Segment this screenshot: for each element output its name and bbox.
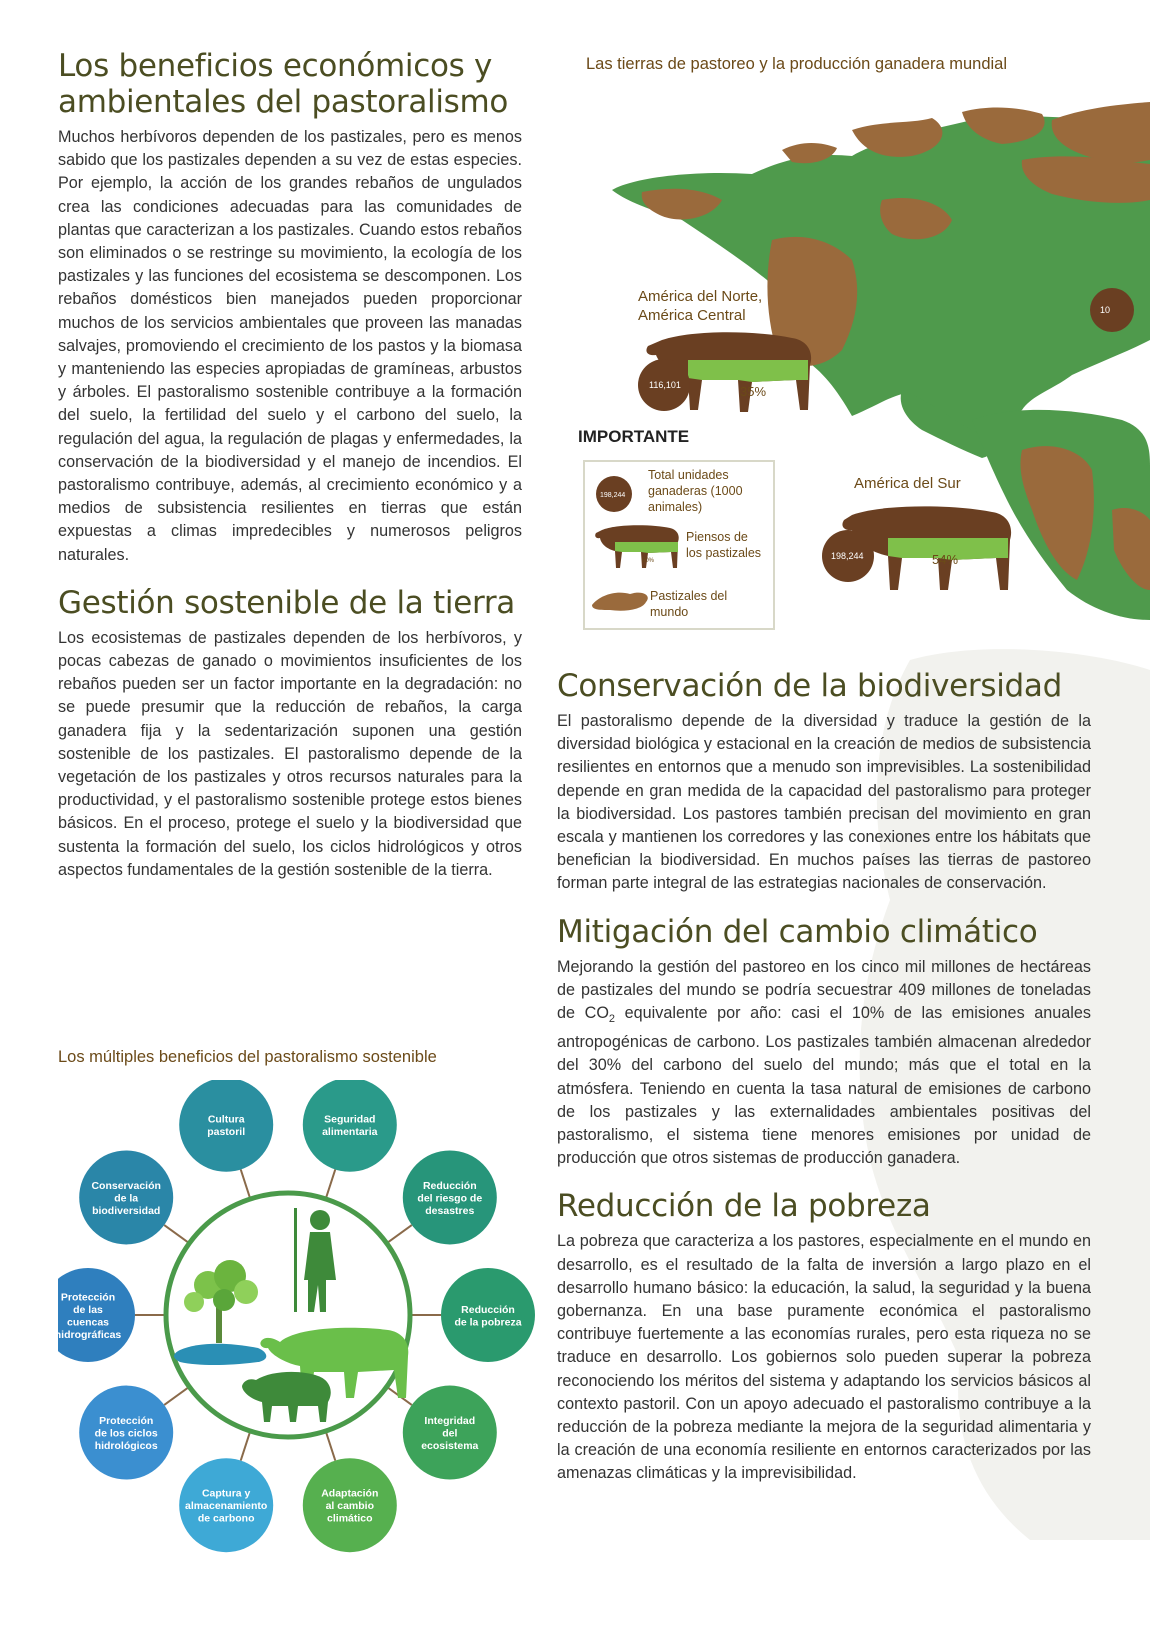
na-pct-text: 35% <box>740 384 767 399</box>
benefit-node-label: de las <box>73 1303 103 1316</box>
benefit-node-label: Protección <box>60 1291 116 1304</box>
subscript-2: 2 <box>608 1013 616 1026</box>
section-body: La pobreza que caracteriza a los pastores, especialmente en el mundo en desarrollo, es el resultado de la falta de inversión a largo plazo en el desarrollo humano básico: la educación, la salud, la seguridad y la buena gobernanza. En una base puramente económica el pastoralismo contribuye fuertemente a las economías rurales, pero esta riqueza no se traduce en desarrollo. Los gobiernos solo pueden superar la pobreza reconociendo los méritos del sistema y adaptando los servicios básicos al contexto pastoril. Con un apoyo adecuado el pastoralismo contribuye a la reducción de la pobreza mediante la mejora de la seguridad alimentaria y la creación de una economía resiliente en entornos caracterizados por las amenazas climáticas y la imprevisibilidad. <box>557 1232 1091 1483</box>
section-title <box>58 48 522 120</box>
section-title: Mitigación del cambio climático <box>557 913 1038 950</box>
section-title: Reducción de la pobreza <box>557 1188 931 1225</box>
benefit-node-label: biodiversidad <box>92 1204 161 1217</box>
section-body: Los ecosistemas de pastizales dependen de los herbívoros, y pocas cabezas de ganado o movimientos insuficientes de los rebaños pueden ser un factor importante en la degradación: no se puede presumir que la reducción de rebaños, la carga ganadera fija y la sedentarización suponen una gestión sostenible de los pastizales. El pastoralismo depende de la vegetación de los pastizales y otros recursos naturales para la productividad, y el pastoralismo sostenible protege estos bienes básicos. En el proceso, protege el suelo y la biodiversidad que sustenta la formación del suelo, los ciclos hidrológicos y otros aspectos fundamentales de la gestión sostenible de la tierra. <box>58 628 522 879</box>
edge-value-circle <box>1090 288 1134 332</box>
section-biodiversity <box>557 668 1091 896</box>
na-label-2: América Central <box>638 307 746 324</box>
legend-units-3: animales) <box>648 500 703 514</box>
benefit-node-label: almacenamiento <box>185 1500 268 1513</box>
na-value-text: 116,101 <box>649 380 681 390</box>
body-text-b: equivalente por año: casi el 10% de las emisiones anuales antropogénicas de carbono. Los pastizales también almacenan alrededor del 30% del carbono del suelo del mundo; más que el total en la atmósfera. Teniendo en cuenta la tasa natural de emisiones de carbono de los pastizales y las externalidades ambientales positivas del pastoralismo, el sistema tiene menores emisiones por unidad de producción que otros sistemas de producción ganadera. <box>557 1004 1091 1168</box>
benefit-node-label: ecosistema <box>421 1440 479 1453</box>
legend-value-text: 198,244 <box>600 492 626 499</box>
grazing-map <box>552 90 1150 650</box>
benefit-node-label: del riesgo de <box>417 1192 483 1205</box>
body-text-a: Mejorando la gestión del pastoreo en los cinco mil millones de hectáreas de pastizales del mundo se podría secuestrar 409 millones de toneladas de CO <box>557 957 1091 1023</box>
benefit-node-label: desastres <box>425 1204 475 1217</box>
left-column <box>58 48 522 900</box>
sa-value-text: 198,244 <box>831 551 864 561</box>
title-line-1: Los beneficios económicos y <box>58 48 493 84</box>
legend-feed-pct: 50% <box>642 558 655 564</box>
edge-value-text: 10 <box>1100 305 1111 315</box>
benefit-node-label: Reducción <box>461 1303 515 1316</box>
benefit-node-label: de los ciclos <box>94 1427 158 1440</box>
benefit-node-label: Conservación <box>91 1179 161 1192</box>
benefit-node-label: de carbono <box>197 1512 255 1525</box>
benefit-node-label: Adaptación <box>321 1487 379 1500</box>
legend-feed-2: los pastizales <box>686 546 762 560</box>
map-graphic <box>552 90 1150 650</box>
benefit-node-label: Captura y <box>201 1487 251 1500</box>
legend-land-1: Pastizales del <box>650 589 728 603</box>
na-label-1: América del Norte, <box>638 288 763 305</box>
benefit-spoke <box>388 1225 411 1242</box>
benefit-node-label: cuencas <box>66 1316 110 1329</box>
right-column <box>557 668 1091 1504</box>
benefit-node-label: Seguridad <box>324 1113 376 1126</box>
benefit-spoke <box>164 1225 187 1242</box>
benefit-node-label: alimentaria <box>322 1126 378 1139</box>
legend-heading: IMPORTANTE <box>578 427 690 446</box>
section-poverty <box>557 1188 1091 1485</box>
benefits-diagram <box>58 1080 538 1620</box>
section-body: Muchos herbívoros dependen de los pastizales, pero es menos sabido que los pastizales dependen a su vez de estas especies. Por ejemplo, la acción de los grandes rebaños de ungulados crea las condiciones adecuadas para las comunidades de plantas que caracterizan a los pastizales. Cuando estos rebaños son eliminados o se restringe su movimiento, la ecología de los pastizales y las funciones del ecosistema se descomponen. Los rebaños domésticos bien manejados pueden proporcionar muchos de los servicios ambientales que proveen las manadas salvajes, promoviendo el crecimiento de los pastos y la biomasa y manteniendo las especies apropiadas de gramíneas, arbustos y árboles. El pastoralismo sostenible contribuye a la formación del suelo, la fertilidad del suelo y el carbono del suelo, la regulación del agua, la regulación de plagas y enfermedades, la conservación de la biodiversidad y el manejo de incendios. El pastoralismo contribuye, además, al crecimiento económico y a medios de subsistencia resilientes en tierras que están expuestas a climas impredecibles y numerosos peligros naturales. <box>58 128 522 564</box>
benefit-node-label: Cultura <box>207 1113 245 1126</box>
section-land-management <box>58 585 522 882</box>
benefits-title: Los múltiples beneficios del pastoralismo sostenible <box>58 1048 437 1066</box>
benefit-node-label: pastoril <box>207 1126 246 1139</box>
legend-units-2: ganaderas (1000 <box>648 484 743 498</box>
benefit-spoke <box>241 1433 250 1461</box>
benefit-node-label: hidrográficas <box>58 1328 122 1341</box>
benefit-node-label: climático <box>327 1512 373 1525</box>
legend-land-2: mundo <box>650 605 689 619</box>
benefit-spoke <box>164 1388 187 1405</box>
legend-feed-1: Piensos de <box>686 530 748 544</box>
benefit-node-label: hidrológicos <box>94 1440 158 1453</box>
benefit-node-label: del <box>442 1427 458 1440</box>
benefit-node-label: Reducción <box>422 1179 477 1192</box>
benefit-spoke <box>241 1169 250 1197</box>
map-title: Las tierras de pastoreo y la producción ganadera mundial <box>586 55 1008 73</box>
benefits-graphic <box>58 1080 538 1620</box>
section-body: El pastoralismo depende de la diversidad y traduce la gestión de la diversidad biológica y estacional en la creación de medios de subsistencia resilientes en entornos que a menudo son imprevisibles. La sostenibilidad depende en gran medida de la capacidad del pastoralismo para proteger la biodiversidad. Los pastores también precisan del movimiento en gran escala y mantienen los corredores y las conexiones entre los hábitats que benefician la biodiversidad. En muchos países las tierras de pastoreo forman parte integral de las estrategias nacionales de conservación. <box>557 712 1091 893</box>
sa-pct-text: 54% <box>932 552 959 567</box>
sa-label: América del Sur <box>854 475 961 492</box>
section-climate <box>557 914 1091 1171</box>
section-title: Gestión sostenible de la tierra <box>58 584 516 621</box>
section-economic-benefits <box>58 48 522 567</box>
section-title: Conservación de la biodiversidad <box>557 668 1062 704</box>
benefit-node-label: Integridad <box>424 1415 476 1428</box>
benefit-node-label: de la pobreza <box>454 1316 522 1329</box>
benefit-spoke <box>326 1433 335 1461</box>
section-body <box>557 956 1091 1171</box>
benefit-node-label: de la <box>114 1192 139 1205</box>
legend-units-1: Total unidades <box>648 468 729 482</box>
benefit-node-label: al cambio <box>325 1500 375 1513</box>
benefit-node-label: Protección <box>99 1415 154 1428</box>
benefit-spoke <box>326 1169 335 1197</box>
title-line-2: ambientales del pastoralismo <box>58 84 509 120</box>
